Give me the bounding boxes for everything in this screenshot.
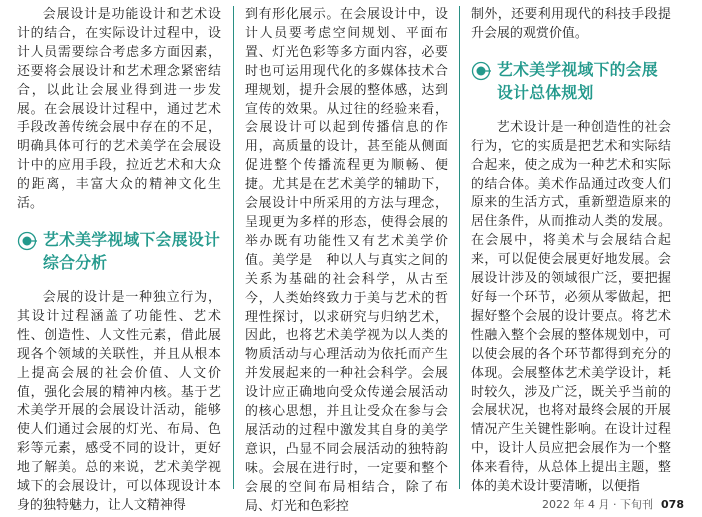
text-column-left <box>17 6 221 516</box>
paragraph: 制外，还要利用现代的科技手段提升会展的观赏价值。 <box>471 7 671 41</box>
paragraph: 艺术设计是一种创造性的社会行为，它的实质是把艺术和实际结合起来，使之成为一种艺术和实际的结合体。美术作品通过改变人们原来的生活方式，重新塑造原来的居住条件，从而推动人类的发展。在会展中，将美术与会展结合起来，可以促使会展更好地发展。会展设计涉及的领域很广泛，要把握好每一个环节，必须从零做起，把握好整个会展的设计要点。将艺术性融入整个会展的整体规划中，可以使会展的各个环节都得到充分的体现。会展整体艺术美学设计，耗时较久，涉及广泛，既关乎当前的会展状况，也将对最终会展的开展情况产生关键性影响。在设计过程中，设计人员应把会展作为一个整体来看待，从总体上提出主题，整体的美术设计要清晰，以便指 <box>471 119 671 495</box>
column-divider <box>459 6 460 489</box>
paragraph: 会展的设计是一种独立行为，其设计过程涵盖了功能性、艺术性、创造性、人文性元素，借此展现各个领域的关联性，并且从根本上提高会展的社会价值、人文价值，强化会展的精神内核。基于艺术美学开展的会展设计活动，能够使人们通过会展的灯光、布局、色彩等元素，感受不同的设计，更好地了解美。总的来说，艺术美学视域下的会展设计，可以体现设计本身的独特魅力，让人文精神得 <box>17 289 221 513</box>
issue-date: 2022 年 4 月 · 下旬刊 <box>542 498 654 511</box>
section-heading-text: 艺术美学视域下的会展设计总体规划 <box>497 59 658 102</box>
page-number: 078 <box>661 498 684 511</box>
section-heading-text: 艺术美学视域下会展设计综合分析 <box>43 229 221 272</box>
paragraph: 到有形化展示。在会展设计中，设计人员要考虑空间规划、平面布置、灯光色彩等多方面内容，必要时也可运用现代化的多媒体技术合理规划，提升会展的整体感，达到宣传的效果。从过往的经验来看，会展设计可以起到传播信息的作用，高质量的设计，甚至能从侧面促进整个传播流程更为顺畅、便捷。尤其是在艺术美学的辅助下，会展设计中所采用的方法与理念，呈现更为多样的形态，使得会展的举办既有功能性又有艺术美学价值。美学是 种以人与真实之间的关系为基础的社会科学，从古至今，人类始终致力于美与艺术的哲理性探讨，以求研究与归纳艺术，因此，也将艺术美学视为以人类的物质活动与心理活动为依托而产生并发展起来的一种社会科学。会展设计应正确地向受众传递会展活动的核心思想，并且让受众在参与会展活动的过程中激发其自身的美学意识，凸显不同会展活动的独特韵味。会展在进行时，一定要和整个会展的空间布局相结合，除了布局、灯光和色彩控 <box>245 7 448 514</box>
text-column-middle <box>245 6 448 516</box>
paragraph: 会展设计是功能设计和艺术设计的结合，在实际设计过程中，设计人员需要综合考虑多方面因素，还要将会展设计和艺术理念紧密结合，以此让会展业得到进一步发展。在会展设计过程中，通过艺术手段改善传统会展中存在的不足，明确具体可行的艺术美学在会展设计中的应用手段，拉近艺术和大众的距离，丰富大众的精神文化生活。 <box>17 7 221 212</box>
section-heading <box>471 58 671 104</box>
circle-bullet-icon <box>471 61 491 81</box>
circle-bullet-icon <box>17 231 37 251</box>
text-column-right <box>471 6 671 497</box>
column-divider <box>233 6 234 489</box>
page-footer <box>542 496 684 512</box>
section-heading <box>17 228 221 274</box>
